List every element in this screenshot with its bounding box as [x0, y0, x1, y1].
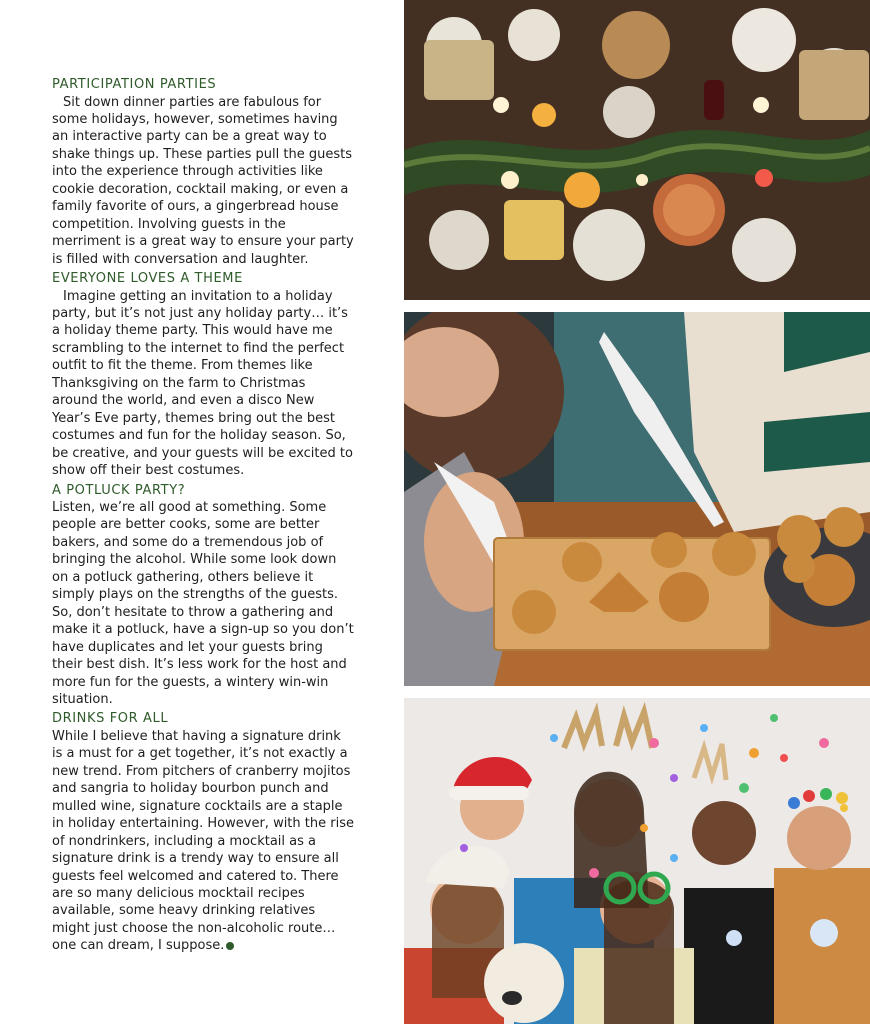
holiday-dinner-table-photo: [404, 0, 870, 300]
section-heading-participation: PARTICIPATION PARTIES: [52, 77, 217, 92]
section-body-potluck: Listen, we’re all good at something. Some people are better cooks, some are better bakers, and some do a tremendous job of bringing the alcohol. While some look down on a potluck gathering, others believe it simply plays on the strengths of the guests. So, don’t hesitate to throw a gathering and make it a potluck, have a sign-up so you don’t have duplicates and let your guests bring their best dish. It’s less work for the host and more fun for the guests, a wintery win-win situation.: [52, 500, 354, 707]
section-heading-theme: EVERYONE LOVES A THEME: [52, 271, 243, 287]
section-body-participation: Sit down dinner parties are fabulous for some holidays, however, sometimes having an interactive party can be a great way to shake things up. These parties pull the guests into the experience through activities like cookie decoration, cocktail making, or even a family favorite of ours, a gingerbread house competition. Involving guests in the merriment is a great way to ensure your party is filled with conversation and laughter.: [52, 94, 354, 267]
end-of-article-icon: [226, 942, 234, 950]
costume-party-confetti-photo: [404, 698, 870, 1024]
section-body-drinks-wrapper: [52, 728, 354, 955]
section-body-theme: Imagine getting an invitation to a holiday party, but it’s not just any holiday party… it’s a holiday theme party. This would have me scrambling to the internet to find the perfect outfit to fit the theme. From themes like Thanksgiving on the farm to Christmas around the world, and even a disco New Year’s Eve party, themes bring out the best costumes and fun for the holiday season. So, be creative, and your guests will be excited to show off their best costumes.: [52, 288, 353, 479]
gingerbread-cookie-decorating-photo: [404, 312, 870, 686]
section-body-drinks: While I believe that having a signature drink is a must for a get together, it’s not exactly a new trend. From pitchers of cranberry mojitos and sangria to holiday bourbon punch and mulled wine, signature cocktails are a staple in holiday entertaining. However, with the rise of nondrinkers, including a mocktail as a signature drink is a trendy way to ensure all guests feel welcomed and catered to. There are so many delicious mocktail recipes available, some heavy drinking relatives might just choose the non-alcoholic route…one can dream, I suppose.: [52, 728, 354, 954]
section-heading-drinks: DRINKS FOR ALL: [52, 711, 169, 727]
section-heading-potluck: A POTLUCK PARTY?: [52, 482, 186, 498]
article-column: [52, 76, 354, 957]
